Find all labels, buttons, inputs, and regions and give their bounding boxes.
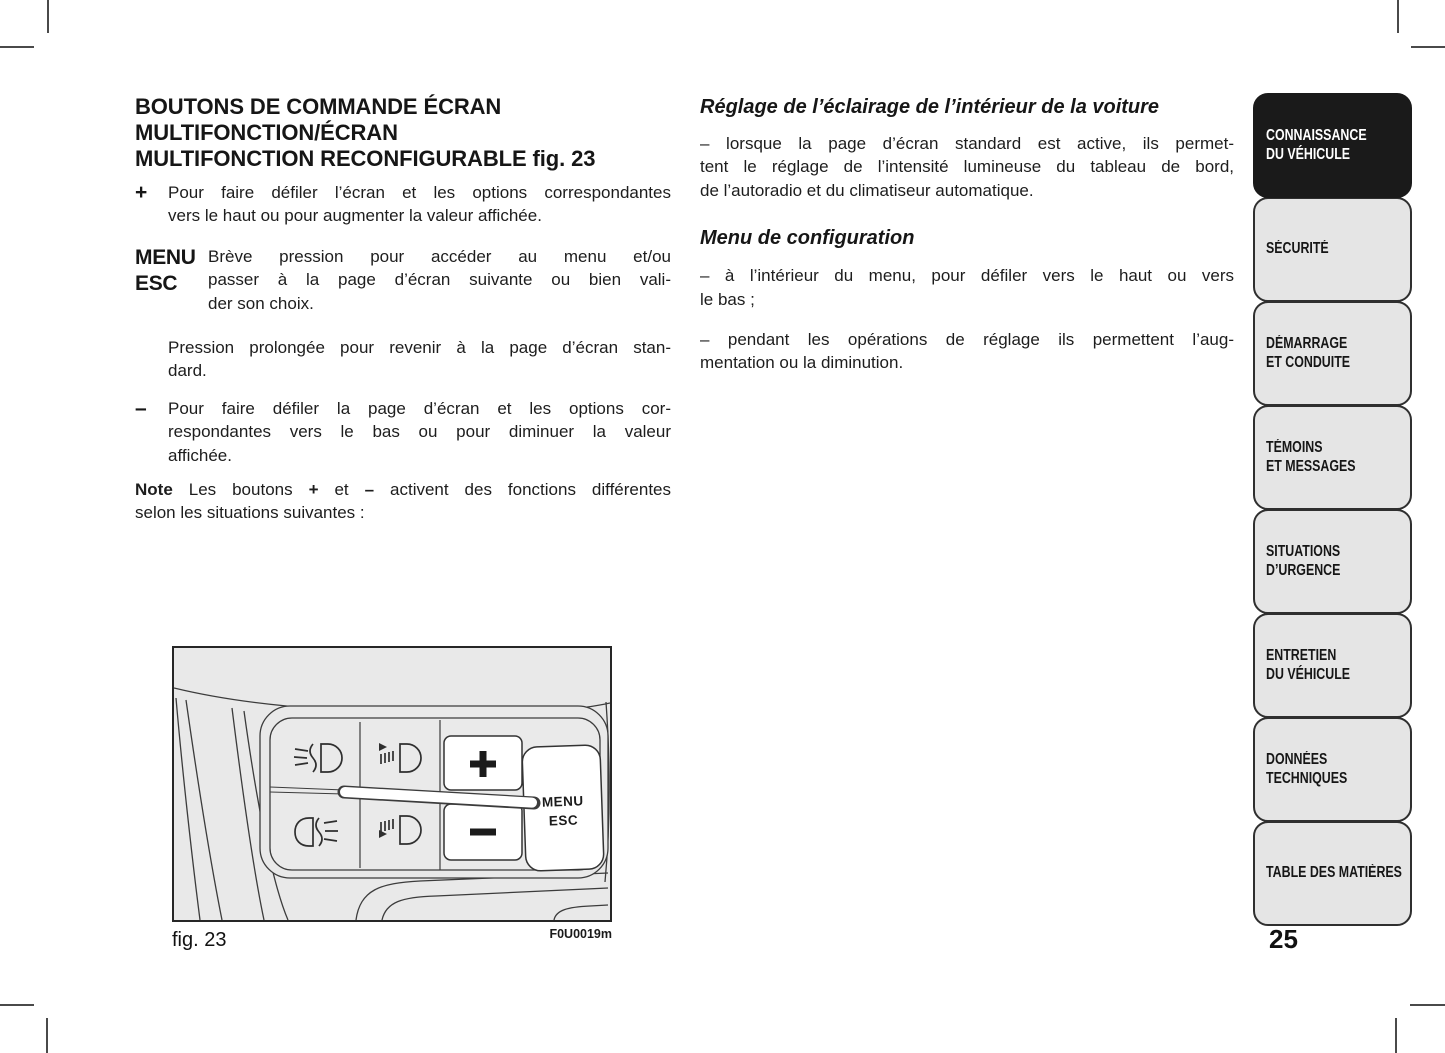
text-line: der son choix.: [208, 293, 314, 313]
definition-text: [168, 181, 671, 228]
minus-key-label: –: [135, 396, 147, 420]
definition-item-menu-esc: [135, 245, 671, 315]
sidebar-tab-label: DÉMARRAGE ET CONDUITE: [1266, 335, 1351, 371]
text-line: Note Les boutons + et – activent des fonctions différentes: [135, 480, 671, 500]
sidebar-tab-entretien-du-vehicule[interactable]: [1253, 613, 1412, 718]
text-line: Pression prolongée pour revenir à la page d’écran stan-: [168, 338, 671, 358]
left-column: [135, 94, 671, 525]
figure-caption: fig. 23: [172, 929, 227, 951]
text-line: ESC: [135, 272, 178, 296]
esc-label: ESC: [548, 812, 579, 829]
sidebar-tab-label: TÉMOINS ET MESSAGES: [1266, 439, 1356, 475]
definition-text: [168, 336, 671, 383]
plus-key-label: +: [135, 181, 147, 204]
crop-mark: [47, 0, 49, 33]
paragraph: [700, 264, 1234, 311]
text-line: dard.: [168, 361, 207, 381]
crop-mark: [1410, 1004, 1445, 1006]
crop-mark: [1395, 1018, 1397, 1053]
definition-text: [168, 397, 671, 467]
text-line: MENU: [135, 245, 196, 269]
sidebar-tab-label: CONNAISSANCE DU VÉHICULE: [1266, 127, 1367, 163]
minus-button-drawing: [444, 804, 522, 860]
sidebar-tab-connaissance-du-vehicule[interactable]: [1253, 93, 1412, 198]
middle-column: [700, 95, 1234, 375]
crop-mark: [0, 1004, 34, 1006]
text-line: – lorsque la page d’écran standard est active, ils permet-: [700, 134, 1234, 153]
plus-button-drawing: [444, 736, 522, 790]
subsection-heading-lighting: Réglage de l’éclairage de l’intérieur de la voiture: [700, 96, 1160, 118]
text-line: BOUTONS DE COMMANDE ÉCRAN: [135, 94, 502, 119]
sidebar-tab-label: ENTRETIEN DU VÉHICULE: [1266, 647, 1351, 683]
paragraph: [700, 328, 1234, 375]
sidebar-tab-label: SITUATIONS D’URGENCE: [1266, 543, 1341, 579]
text-line: le bas ;: [700, 289, 755, 309]
note-paragraph: [135, 478, 671, 525]
text-line: MULTIFONCTION RECONFIGURABLE fig. 23: [135, 146, 596, 171]
text-line: affichée.: [168, 445, 232, 465]
text-line: respondantes vers le bas ou pour diminuer la valeur: [168, 422, 671, 442]
text-line: MULTIFONCTION/ÉCRAN: [135, 120, 398, 145]
text-line: Pour faire défiler l’écran et les options correspondantes: [168, 183, 671, 202]
sidebar-tab-temoins-et-messages[interactable]: [1253, 405, 1412, 510]
text-line: – pendant les opérations de réglage ils permettent l’aug-: [700, 330, 1234, 350]
definition-item-plus: [135, 181, 671, 228]
crop-mark: [46, 1018, 48, 1053]
sidebar-tab-demarrage-et-conduite[interactable]: [1253, 301, 1412, 406]
sidebar-tab-securite[interactable]: [1253, 197, 1412, 302]
sidebar-tab-label: SÉCURITÉ: [1266, 240, 1329, 258]
subsection-heading-setup-menu: Menu de configuration: [700, 227, 915, 250]
crop-mark: [1411, 46, 1445, 48]
text-line: Brève pression pour accéder au menu et/ou: [208, 246, 671, 266]
crop-mark: [1397, 0, 1399, 33]
paragraph: [700, 132, 1234, 202]
text-line: selon les situations suivantes :: [135, 503, 365, 523]
button-definition-list: [135, 181, 671, 467]
menu-label: MENU: [541, 793, 584, 810]
text-line: vers le haut ou pour augmenter la valeur affichée.: [168, 206, 542, 226]
sidebar-tab-situations-d-urgence[interactable]: [1253, 509, 1412, 614]
text-line: – à l’intérieur du menu, pour défiler vers le haut ou vers: [700, 266, 1234, 286]
sidebar-tab-table-des-matieres[interactable]: [1253, 821, 1412, 926]
text-line: passer à la page d’écran suivante ou bien vali-: [208, 270, 671, 290]
text-line: mentation ou la diminution.: [700, 353, 904, 373]
text-line: tent le réglage de l’intensité lumineuse du tableau de bord,: [700, 157, 1234, 177]
text-line: de l’autoradio et du climatiseur automatique.: [700, 180, 1034, 200]
definition-text: [208, 245, 671, 315]
section-title: [135, 94, 671, 172]
figure-reference-code: F0U0019m: [549, 927, 612, 941]
figure-23-illustration: [172, 646, 612, 922]
definition-item-minus: [135, 397, 671, 467]
crop-mark: [0, 46, 34, 48]
section-tab-bar: [1253, 93, 1412, 926]
definition-item-long-press: [135, 336, 671, 383]
text-line: Pour faire défiler la page d’écran et les options cor-: [168, 398, 671, 418]
sidebar-tab-label: DONNÉES TECHNIQUES: [1266, 751, 1348, 787]
page-number: 25: [1269, 924, 1298, 954]
dashboard-contour-line: [176, 698, 200, 920]
sidebar-tab-label: TABLE DES MATIÈRES: [1266, 864, 1402, 882]
sidebar-tab-donnees-techniques[interactable]: [1253, 717, 1412, 822]
dashboard-controls-drawing: [174, 648, 610, 920]
menu-esc-key-label: [135, 245, 196, 298]
